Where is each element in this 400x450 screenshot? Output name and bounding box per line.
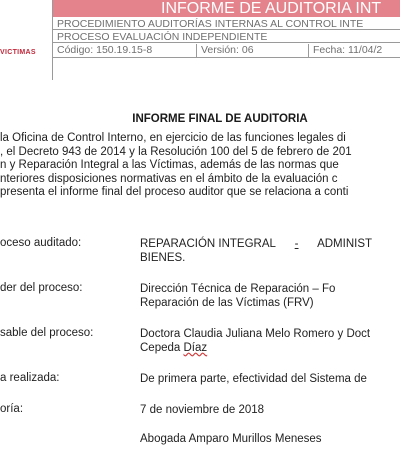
intro-paragraph xyxy=(0,132,400,200)
field-value-process-leader xyxy=(140,282,335,310)
document-date: Fecha: 11/04/2 xyxy=(308,44,382,58)
value-text: Cepeda xyxy=(140,342,184,354)
logo-cell xyxy=(0,0,53,80)
paragraph-line: nteriores disposiciones normativas en el ámbito de la evaluación c xyxy=(0,172,338,185)
value-dash: - xyxy=(294,238,299,250)
field-label-audit-date: oría: xyxy=(0,403,24,415)
document-metadata-row xyxy=(53,44,400,58)
paragraph-line: la Oficina de Control Interno, en ejercicio de las funciones legales di xyxy=(0,132,346,144)
paragraph-line: n y Reparación Integral a las Víctimas, además de las normas que xyxy=(0,159,339,172)
document-version: Versión: 06 xyxy=(196,44,254,58)
field-label-process-leader: der del proceso: xyxy=(0,282,83,294)
report-heading: INFORME FINAL DE AUDITORIA xyxy=(132,113,308,125)
value-text: Doctora Claudia Juliana Melo Romero y Doct xyxy=(140,328,371,340)
field-label-audited-process: oceso auditado: xyxy=(0,237,82,249)
field-value-process-owner xyxy=(140,327,370,355)
paragraph-line: presenta el informe final del proceso auditor que se relaciona a conti xyxy=(0,186,349,199)
field-value-audit-date: 7 de noviembre de 2018 xyxy=(140,404,265,416)
field-value-audited-process xyxy=(140,237,372,265)
value-text: Díaz xyxy=(183,342,208,354)
value-text: BIENES. xyxy=(140,252,186,264)
procedure-name: PROCEDIMIENTO AUDITORÍAS INTERNAS AL CONTROL INTE xyxy=(53,18,400,30)
document-header xyxy=(0,0,400,80)
value-text: Dirección Técnica de Reparación – Fo xyxy=(140,283,336,295)
document-code: Código: 150.19.15-8 xyxy=(57,44,153,56)
logo: VICTIMAS xyxy=(0,49,36,56)
report-title-banner: INFORME DE AUDITORIA INT xyxy=(53,0,400,17)
field-value-auditor: Abogada Amparo Murillos Meneses xyxy=(140,433,322,445)
value-text: ADMINIST xyxy=(317,238,373,250)
field-value-audit-type: De primera parte, efectividad del Sistema de xyxy=(140,373,367,385)
field-label-process-owner: sable del proceso: xyxy=(0,327,94,339)
value-text: REPARACIÓN INTEGRAL xyxy=(140,238,276,250)
field-label-audit-type: a realizada: xyxy=(0,372,60,384)
process-name: PROCESO EVALUACIÓN INDEPENDIENTE xyxy=(53,31,400,43)
value-text: Reparación de las Víctimas (FRV) xyxy=(140,297,314,309)
paragraph-line: , el Decreto 943 de 2014 y la Resolución 100 del 5 de febrero de 201 xyxy=(0,145,352,158)
